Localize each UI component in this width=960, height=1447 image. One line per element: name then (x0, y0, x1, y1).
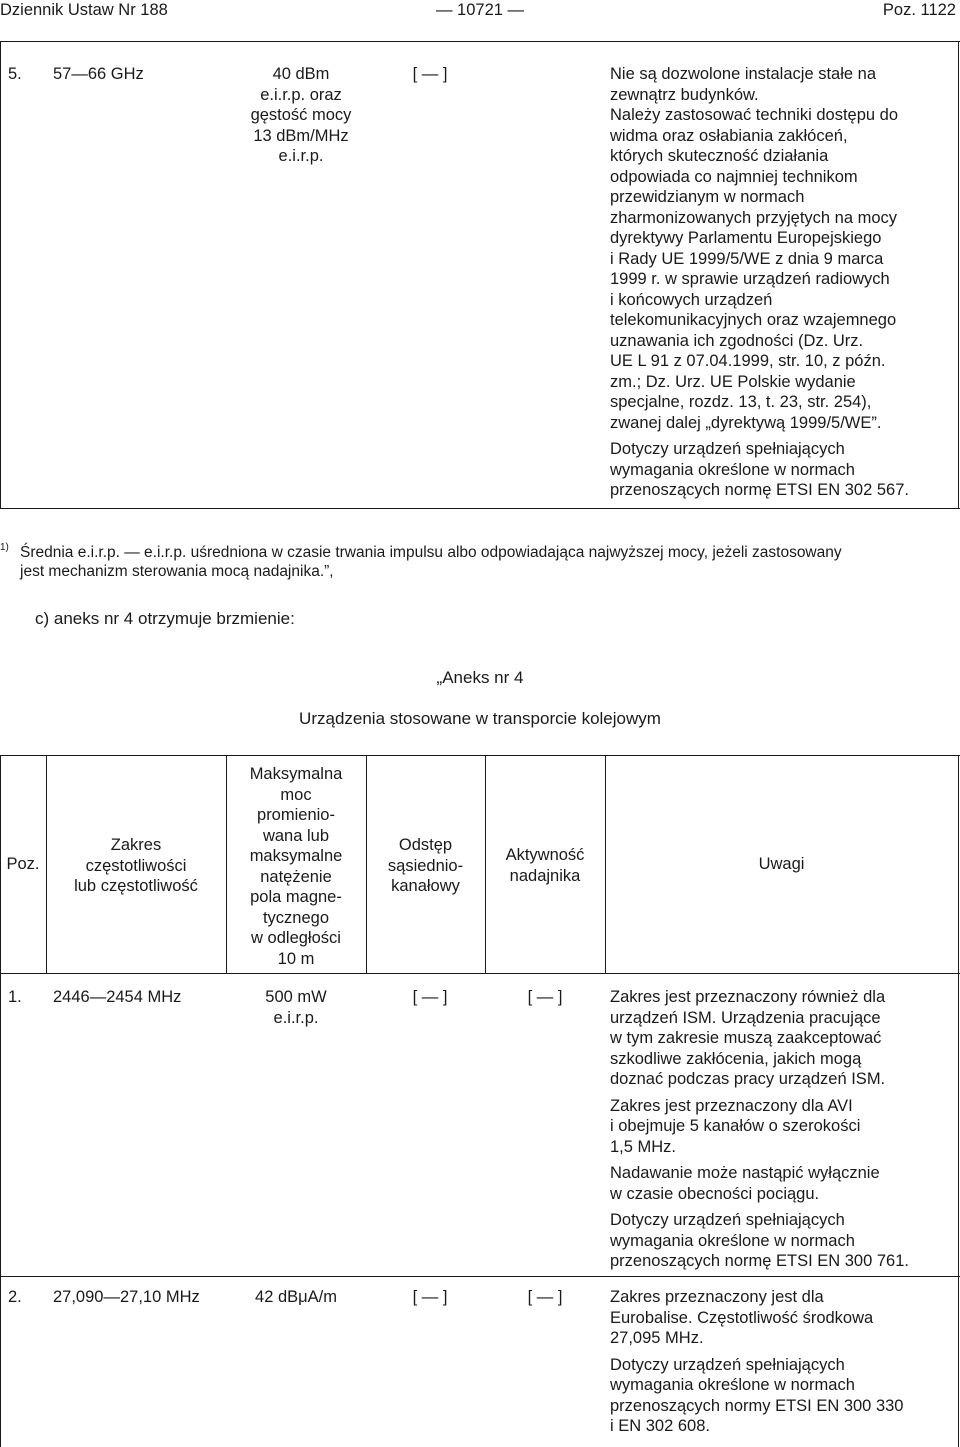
row5-number: 5. (8, 65, 22, 83)
header-power (226, 764, 366, 969)
power-line: e.i.r.p. (273, 1008, 319, 1027)
power-line: gęstość mocy (250, 106, 352, 124)
page-number: — 10721 — (435, 1, 525, 19)
remarks-line: Nie są dozwolone instalacje stałe na (610, 65, 876, 83)
remarks-line: widma oraz osłabiania zakłóceń, (610, 126, 848, 145)
power-line: e.i.r.p. (278, 147, 324, 165)
header-line: w odległości (251, 929, 341, 947)
power-line: 13 dBm/MHz (253, 126, 349, 145)
remarks-paragraph (610, 1287, 955, 1349)
remarks-line: przewidzianym w normach (610, 188, 805, 206)
remarks-line: dyrektywy Parlamentu Europejskiego (610, 229, 882, 247)
annex-subtitle: Urządzenia stosowane w transporcie kolejowym (299, 709, 661, 728)
footnote-line (0, 542, 955, 562)
power-line: e.i.r.p. oraz (260, 85, 342, 104)
header-line: 10 m (277, 949, 315, 968)
power-line: 40 dBm (272, 65, 330, 83)
row2-power (226, 1287, 366, 1308)
journal-title: Dziennik Ustaw Nr 188 (0, 1, 168, 19)
row2-pos: 2. (8, 1288, 22, 1306)
row5-frequency: 57—66 GHz (53, 65, 144, 83)
remarks-paragraph (610, 64, 955, 105)
remarks-line: zewnątrz budynków. (610, 85, 759, 104)
footnote-line: jest mechanizm sterowania mocą nadajnika.”, (20, 563, 334, 580)
remarks-line: i obejmuje 5 kanałów o szerokości (610, 1117, 861, 1135)
remarks-paragraph (610, 1096, 955, 1158)
row1-frequency: 2446—2454 MHz (53, 988, 182, 1006)
remarks-line: przenoszących normy ETSI EN 300 330 (610, 1396, 904, 1415)
top-table-bottom-border (0, 508, 960, 509)
header-line: Aktywność (505, 846, 585, 864)
footnote (0, 542, 955, 581)
header-line: wana lub (262, 826, 330, 845)
header-pos: Poz. (6, 855, 40, 873)
remarks-line: wymagania określone w normach (610, 460, 855, 479)
remarks-line: i EN 302 608. (610, 1417, 710, 1435)
table-header-bottom-border (0, 973, 960, 974)
row5-power (236, 64, 366, 167)
header-line: tycznego (262, 908, 330, 927)
remarks-line: Dotyczy urządzeń spełniających (610, 1355, 845, 1374)
remarks-line: Dotyczy urządzeń spełniających (610, 440, 845, 458)
header-spacing (366, 835, 485, 897)
header-line: pola magne- (250, 888, 342, 906)
row1-power (226, 987, 366, 1028)
remarks-paragraph (610, 105, 955, 433)
remarks-line: zwanej dalej „dyrektywą 1999/5/WE”. (610, 413, 882, 432)
table-top-border (0, 755, 960, 756)
header-remarks: Uwagi (758, 855, 805, 873)
remarks-line: UE L 91 z 07.04.1999, str. 10, z późn. (610, 352, 886, 370)
row2-spacing: [ — ] (412, 1288, 448, 1306)
position-number: Poz. 1122 (882, 1, 956, 19)
row1-pos: 1. (8, 988, 22, 1006)
remarks-line: Zakres jest przeznaczony również dla (610, 988, 886, 1006)
header-line: natężenie (260, 867, 332, 886)
remarks-line: Dotyczy urządzeń spełniających (610, 1211, 845, 1229)
remarks-line: wymagania określone w normach (610, 1376, 855, 1394)
header-rule (0, 41, 960, 42)
remarks-line: których skuteczność działania (610, 147, 829, 165)
header-line: kanałowy (391, 877, 460, 895)
remarks-line: telekomunikacyjnych oraz wzajemnego (610, 311, 897, 329)
remarks-line: zm.; Dz. Urz. UE Polskie wydanie (610, 372, 856, 391)
remarks-line: uznawania ich zgodności (Dz. Urz. (610, 331, 864, 350)
remarks-paragraph (610, 439, 955, 501)
header-line: maksymalne (249, 847, 343, 865)
table-right-border (958, 755, 959, 1447)
page-header (0, 0, 960, 22)
remarks-line: Nadawanie może nastąpić wyłącznie (610, 1164, 880, 1182)
remarks-line: 1999 r. w sprawie urządzeń radiowych (610, 270, 890, 288)
remarks-line: i Rady UE 1999/5/WE z dnia 9 marca (610, 249, 884, 268)
header-line: Zakres (110, 836, 162, 854)
row1-spacing: [ — ] (412, 988, 448, 1006)
footnote-marker: 1) (0, 542, 9, 553)
remarks-line: odpowiada co najmniej technikom (610, 167, 858, 186)
power-line: 42 dBμA/m (255, 1288, 337, 1306)
header-line: moc (280, 785, 312, 804)
row5-remarks (610, 64, 955, 507)
remarks-line: wymagania określone w normach (610, 1231, 855, 1250)
header-frequency (46, 835, 226, 897)
row2-activity: [ — ] (527, 1288, 563, 1306)
remarks-line: Należy zastosować techniki dostępu do (610, 106, 898, 124)
remarks-line: urządzeń ISM. Urządzenia pracujące (610, 1008, 881, 1027)
remarks-paragraph (610, 987, 955, 1090)
annex-title: „Aneks nr 4 (436, 668, 524, 687)
remarks-paragraph (610, 1163, 955, 1204)
remarks-line: i końcowych urządzeń (610, 290, 773, 309)
remarks-line: doznać podczas pracy urządzeń ISM. (610, 1070, 886, 1088)
remarks-paragraph (610, 1210, 955, 1272)
top-table-left-border (0, 41, 1, 509)
header-line: Odstęp (398, 836, 453, 854)
remarks-paragraph (610, 1355, 955, 1437)
top-table-right-border (958, 41, 959, 509)
remarks-line: zharmonizowanych przyjętych na mocy (610, 208, 898, 227)
remarks-line: 27,095 MHz. (610, 1329, 704, 1347)
remarks-line: Zakres jest przeznaczony dla AVI (610, 1096, 853, 1115)
remarks-line: w tym zakresie muszą zaakceptować (610, 1029, 882, 1047)
row1-remarks (610, 987, 955, 1278)
header-activity (485, 845, 605, 886)
footnote-text: Średnia e.i.r.p. — e.i.r.p. uśredniona w czasie trwania impulsu albo odpowiadająca najwyższej mocy, jeżeli zastosowany (20, 544, 842, 561)
row5-spacing: [ — ] (412, 65, 448, 83)
remarks-line: Eurobalise. Częstotliwość środkowa (610, 1308, 874, 1327)
header-line: lub częstotliwość (74, 877, 198, 895)
remarks-line: przenoszących normę ETSI EN 302 567. (610, 481, 909, 499)
header-line: częstotliwości (85, 856, 187, 875)
header-line: sąsiednio- (387, 856, 464, 875)
header-line: promienio- (257, 806, 335, 824)
remarks-line: Zakres przeznaczony jest dla (610, 1288, 824, 1306)
amendment-line: c) aneks nr 4 otrzymuje brzmienie: (35, 609, 295, 628)
remarks-line: w czasie obecności pociągu. (610, 1184, 820, 1203)
remarks-line: specjalne, rozdz. 13, t. 23, str. 254), (610, 393, 872, 411)
remarks-line: 1,5 MHz. (610, 1137, 677, 1156)
header-line: nadajnika (509, 866, 581, 885)
row1-activity: [ — ] (527, 988, 563, 1006)
remarks-line: szkodliwe zakłócenia, jakich mogą (610, 1049, 862, 1068)
header-line: Maksymalna (249, 765, 343, 783)
remarks-line: przenoszących normę ETSI EN 300 761. (610, 1252, 909, 1270)
power-line: 500 mW (265, 988, 327, 1006)
row2-remarks (610, 1287, 955, 1443)
row2-frequency: 27,090—27,10 MHz (53, 1288, 200, 1306)
